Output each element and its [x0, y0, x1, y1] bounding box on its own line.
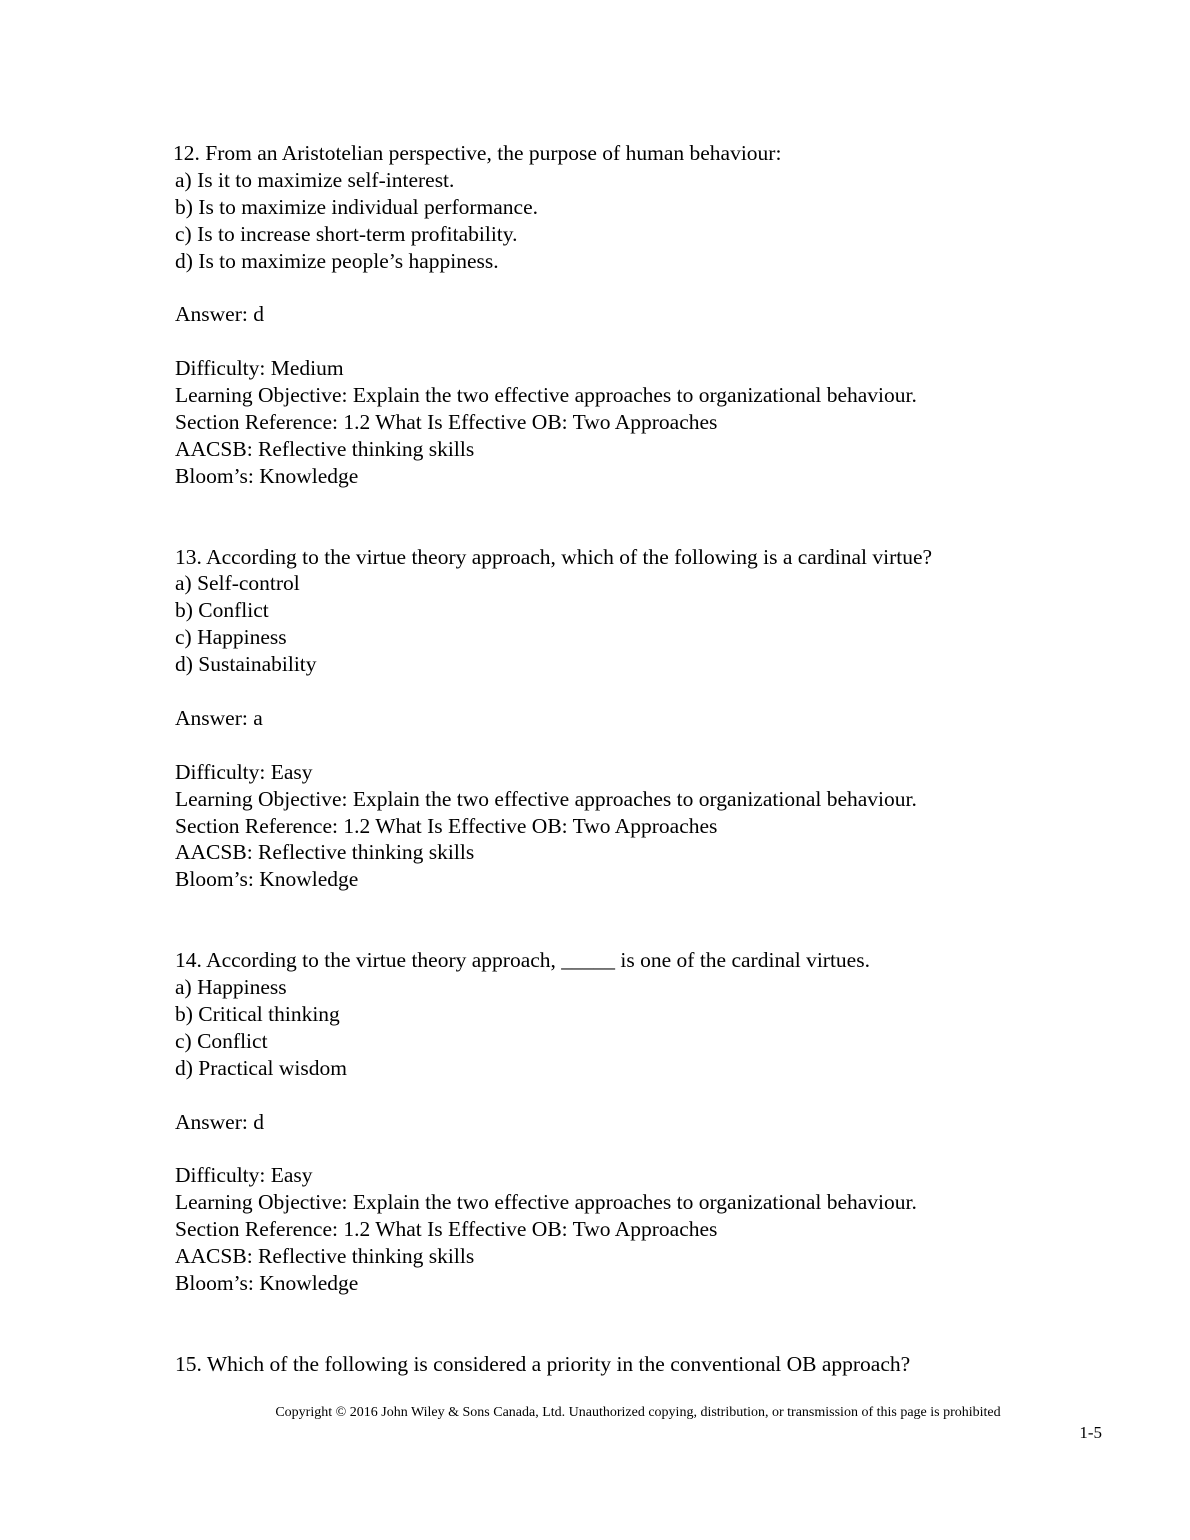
option-b: b) Critical thinking	[175, 1001, 340, 1026]
question-text: 15. Which of the following is considered a priority in the conventional OB approach?	[175, 1351, 911, 1376]
question-block	[175, 140, 1075, 490]
difficulty: Difficulty: Easy	[175, 759, 313, 784]
option-b: b) Conflict	[175, 598, 269, 623]
document-body	[175, 140, 1075, 1378]
option-b: b) Is to maximize individual performance.	[175, 194, 538, 219]
blooms: Bloom’s: Knowledge	[175, 867, 359, 892]
section-reference: Section Reference: 1.2 What Is Effective OB: Two Approaches	[175, 410, 718, 435]
option-d: d) Practical wisdom	[175, 1055, 347, 1080]
learning-objective: Learning Objective: Explain the two effective approaches to organizational behaviour.	[175, 383, 917, 408]
section-reference: Section Reference: 1.2 What Is Effective OB: Two Approaches	[175, 813, 718, 838]
option-c: c) Conflict	[175, 1028, 268, 1053]
aacsb: AACSB: Reflective thinking skills	[175, 436, 475, 461]
question-text: 12. From an Aristotelian perspective, the purpose of human behaviour:	[173, 141, 782, 165]
answer: Answer: d	[175, 302, 264, 327]
option-d: d) Is to maximize people’s happiness.	[175, 248, 499, 273]
section-reference: Section Reference: 1.2 What Is Effective OB: Two Approaches	[175, 1217, 718, 1242]
option-c: c) Is to increase short-term profitability.	[175, 221, 518, 246]
option-a: a) Self-control	[175, 571, 300, 596]
difficulty: Difficulty: Medium	[175, 356, 344, 381]
question-block	[175, 544, 1075, 894]
question-block	[175, 1351, 1075, 1378]
difficulty: Difficulty: Easy	[175, 1163, 313, 1188]
option-a: a) Happiness	[175, 975, 287, 999]
copyright-text: Copyright © 2016 John Wiley & Sons Canada, Ltd. Unauthorized copying, distribution, or transmission of this page is prohibited	[275, 1405, 1001, 1420]
question-block	[175, 947, 1075, 1297]
answer: Answer: a	[175, 705, 263, 730]
learning-objective: Learning Objective: Explain the two effective approaches to organizational behaviour.	[175, 1190, 917, 1215]
option-d: d) Sustainability	[175, 652, 317, 677]
learning-objective: Learning Objective: Explain the two effective approaches to organizational behaviour.	[175, 786, 917, 811]
option-a: a) Is it to maximize self-interest.	[175, 167, 455, 192]
aacsb: AACSB: Reflective thinking skills	[175, 840, 475, 865]
aacsb: AACSB: Reflective thinking skills	[175, 1244, 475, 1269]
question-text: 13. According to the virtue theory approach, which of the following is a cardinal virtue?	[175, 544, 933, 569]
blooms: Bloom’s: Knowledge	[175, 1270, 359, 1295]
answer: Answer: d	[175, 1109, 264, 1134]
question-text: 14. According to the virtue theory approach, _____ is one of the cardinal virtues.	[175, 948, 870, 973]
option-c: c) Happiness	[175, 625, 287, 650]
page-number: 1-5	[1079, 1423, 1102, 1442]
copyright-footer	[0, 1404, 1190, 1422]
blooms: Bloom’s: Knowledge	[175, 463, 359, 488]
